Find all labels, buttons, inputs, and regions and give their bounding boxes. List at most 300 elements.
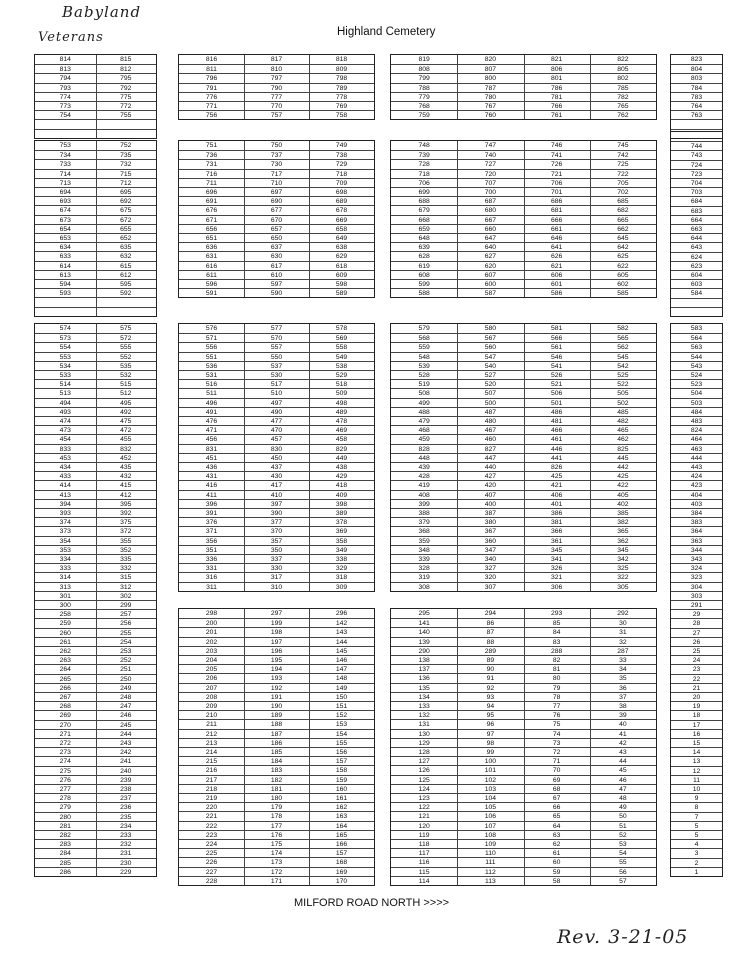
plot-number: 425 [550, 473, 563, 481]
plot-number: 295 [418, 610, 430, 617]
plot-number: 771 [205, 103, 218, 110]
plot-number: 468 [418, 427, 430, 435]
plot-number: 635 [120, 244, 132, 252]
plot-number: 505 [617, 390, 629, 398]
plot-number: 767 [484, 103, 497, 110]
plot-number: 804 [690, 66, 703, 74]
plot-number: 429 [335, 473, 348, 481]
plot-number: 662 [617, 225, 629, 233]
plot-number: 197 [270, 638, 283, 646]
plot-number: 17 [692, 721, 701, 729]
plot-number: 129 [418, 739, 430, 747]
plot-block-m4 [178, 608, 375, 886]
plot-number: 217 [205, 776, 218, 784]
road-label: MILFORD ROAD NORTH >>>> [294, 897, 450, 909]
plot-number: 644 [690, 235, 703, 243]
plot-number: 67 [552, 795, 561, 802]
plot-number: 490 [270, 408, 283, 416]
plot-number: 639 [418, 244, 430, 252]
plot-number: 327 [484, 565, 497, 573]
plot-number: 770 [270, 103, 283, 110]
plot-number: 586 [550, 290, 563, 298]
plot-number: 56 [619, 868, 627, 876]
plot-number: 692 [120, 198, 132, 206]
plot-number: 782 [617, 93, 629, 101]
plot-number: 569 [335, 335, 348, 343]
plot-number: 124 [418, 785, 430, 793]
plot-number: 651 [205, 235, 218, 242]
plot-number: 494 [59, 399, 71, 407]
plot-number: 476 [205, 418, 218, 425]
plot-number: 737 [270, 152, 283, 160]
plot-number: 76 [552, 712, 561, 720]
plot-number: 443 [690, 464, 703, 471]
plot-number: 567 [484, 335, 497, 343]
plot-number: 447 [484, 454, 497, 462]
plot-number: 4 [694, 841, 699, 849]
plot-number: 352 [120, 546, 132, 554]
plot-number: 796 [205, 75, 218, 83]
plot-number: 224 [205, 841, 218, 848]
plot-number: 244 [120, 730, 132, 738]
plot-number: 620 [484, 262, 497, 270]
plot-number: 284 [59, 850, 71, 858]
plot-number: 31 [619, 629, 627, 637]
plot-number: 66 [552, 804, 561, 812]
plot-number: 189 [270, 712, 283, 720]
plot-number: 68 [552, 785, 561, 793]
plot-number: 631 [205, 253, 218, 261]
plot-number: 9 [694, 795, 699, 803]
plot-number: 676 [205, 207, 218, 215]
plot-number: 73 [552, 739, 561, 747]
plot-number: 524 [690, 372, 703, 379]
plot-number: 382 [617, 519, 629, 527]
plot-number: 435 [120, 464, 132, 471]
plot-number: 270 [59, 721, 71, 729]
plot-number: 807 [484, 66, 497, 74]
plot-number: 475 [120, 418, 132, 425]
plot-number: 395 [120, 500, 132, 508]
plot-number: 258 [59, 611, 71, 619]
plot-number: 81 [552, 666, 561, 674]
plot-number: 828 [418, 445, 430, 453]
plot-number: 449 [335, 454, 348, 462]
plot-number: 64 [552, 822, 561, 830]
plot-number: 715 [120, 170, 132, 178]
plot-number: 601 [550, 281, 563, 288]
plot-number: 473 [59, 427, 71, 435]
plot-row [35, 141, 156, 150]
plot-number: 462 [617, 436, 629, 444]
plot-number: 553 [59, 353, 71, 361]
plot-number: 646 [550, 235, 563, 242]
plot-number: 660 [484, 225, 497, 233]
plot-number: 520 [484, 381, 497, 389]
plot-number: 636 [205, 244, 218, 252]
plot-number: 266 [59, 684, 71, 692]
plot-number: 126 [418, 767, 430, 775]
plot-number: 147 [335, 666, 348, 674]
revision-note: Rev. 3-21-05 [557, 926, 689, 948]
plot-number: 665 [617, 216, 629, 224]
plot-number: 399 [418, 500, 430, 508]
plot-number: 312 [120, 583, 132, 591]
plot-number: 198 [270, 629, 283, 637]
plot-number: 366 [550, 528, 563, 536]
plot-number: 205 [205, 666, 218, 674]
plot-number: 328 [418, 565, 430, 573]
plot-number: 116 [418, 859, 430, 867]
plot-number: 311 [206, 583, 217, 591]
plot-number: 349 [335, 546, 348, 554]
plot-number: 276 [59, 776, 71, 784]
plot-number: 332 [120, 565, 132, 573]
plot-row [671, 307, 722, 317]
plot-number: 736 [205, 152, 218, 160]
plot-row [391, 55, 656, 64]
plot-number: 234 [120, 822, 132, 830]
plot-number: 508 [418, 390, 430, 398]
plot-number: 369 [335, 528, 348, 536]
plot-number: 501 [550, 399, 563, 407]
plot-number: 82 [552, 657, 561, 664]
plot-number: 649 [335, 235, 348, 242]
plot-number: 555 [120, 344, 132, 352]
plot-number: 818 [335, 56, 348, 63]
plot-number: 52 [619, 831, 627, 839]
plot-number: 162 [335, 804, 348, 812]
plot-number: 388 [418, 510, 430, 517]
plot-number: 829 [335, 445, 348, 453]
plot-number: 364 [690, 528, 703, 536]
plot-number: 283 [59, 841, 71, 849]
plot-number: 593 [59, 290, 71, 298]
plot-number [671, 308, 722, 317]
plot-number: 659 [418, 225, 430, 233]
plot-number: 79 [552, 684, 561, 692]
plot-number: 225 [205, 850, 218, 858]
plot-number: 550 [270, 353, 283, 361]
plot-number: 527 [484, 372, 497, 379]
plot-number: 319 [418, 574, 430, 582]
plot-number: 239 [120, 776, 132, 784]
plot-number: 128 [418, 749, 430, 756]
plot-number: 102 [484, 776, 497, 784]
plot-number: 413 [59, 491, 71, 499]
plot-number: 394 [59, 500, 71, 508]
plot-number: 39 [619, 712, 627, 720]
plot-number: 235 [120, 813, 132, 821]
plot-number: 402 [617, 500, 629, 508]
plot-number: 789 [335, 84, 348, 92]
plot-number: 761 [550, 112, 563, 120]
plot-number: 134 [418, 693, 430, 701]
plot-number: 329 [335, 565, 348, 573]
plot-number: 100 [484, 758, 497, 766]
plot-number: 573 [59, 335, 71, 343]
plot-number: 591 [205, 290, 218, 298]
plot-number: 136 [418, 675, 430, 683]
plot-number: 62 [552, 841, 561, 848]
plot-row [391, 582, 656, 592]
plot-number: 788 [418, 84, 430, 92]
plot-number: 99 [486, 749, 495, 756]
plot-number: 471 [205, 427, 218, 435]
plot-row [35, 867, 156, 877]
plot-number: 448 [418, 454, 430, 462]
plot-number: 792 [120, 84, 132, 92]
plot-number: 710 [270, 179, 283, 187]
plot-number: 630 [270, 253, 283, 261]
plot-block-c2 [670, 131, 723, 317]
plot-number: 675 [120, 207, 132, 215]
plot-number: 7 [694, 813, 699, 821]
plot-number: 739 [418, 152, 430, 160]
plot-number: 798 [335, 75, 348, 83]
plot-number: 178 [270, 813, 283, 821]
plot-number [35, 130, 96, 139]
plot-number: 516 [205, 381, 218, 389]
plot-number: 588 [418, 290, 430, 298]
plot-number: 218 [205, 785, 218, 793]
plot-number: 255 [120, 629, 132, 637]
plot-number: 166 [335, 841, 348, 848]
plot-number: 745 [617, 142, 629, 149]
plot-number: 120 [418, 822, 430, 830]
plot-number: 296 [335, 610, 348, 617]
plot-number: 343 [690, 556, 703, 563]
plot-number: 483 [690, 418, 703, 425]
plot-number: 439 [418, 464, 430, 471]
plot-number: 80 [552, 675, 561, 683]
plot-number: 169 [335, 868, 348, 876]
plot-number: 735 [120, 152, 132, 160]
plot-number: 151 [335, 703, 348, 710]
plot-number: 137 [418, 666, 430, 674]
plot-number: 361 [550, 537, 563, 545]
plot-number: 734 [59, 152, 71, 160]
plot-number: 386 [550, 510, 563, 517]
plot-number: 702 [617, 189, 629, 196]
plot-number: 557 [270, 344, 283, 352]
plot-number: 267 [59, 694, 71, 701]
plot-number: 627 [484, 253, 497, 261]
plot-number: 359 [418, 537, 430, 545]
plot-number: 50 [619, 813, 627, 821]
plot-number: 704 [690, 180, 703, 187]
plot-number: 105 [484, 804, 497, 812]
plot-number: 287 [617, 647, 629, 655]
plot-number: 592 [120, 290, 132, 298]
plot-number: 562 [617, 344, 629, 352]
plot-number: 373 [59, 528, 71, 536]
plot-number: 89 [486, 657, 495, 664]
plot-number: 442 [617, 464, 629, 471]
plot-number: 757 [270, 112, 283, 120]
plot-number: 554 [59, 344, 71, 352]
plot-number: 731 [205, 161, 218, 169]
plot-number: 273 [59, 749, 71, 757]
plot-number: 3 [694, 850, 699, 858]
plot-number: 317 [270, 574, 283, 582]
plot-number: 63 [552, 831, 561, 839]
plot-number: 469 [335, 427, 348, 435]
plot-number: 706 [418, 179, 430, 187]
plot-number: 750 [270, 142, 283, 149]
plot-number: 396 [205, 500, 218, 508]
plot-number: 615 [120, 262, 132, 270]
plot-number: 733 [59, 161, 71, 169]
plot-number: 378 [335, 519, 348, 527]
plot-number: 653 [59, 235, 71, 242]
plot-number: 118 [418, 841, 430, 848]
plot-number: 563 [690, 344, 703, 352]
plot-number: 419 [418, 482, 430, 490]
plot-number: 381 [550, 519, 563, 527]
plot-number: 705 [617, 179, 629, 187]
plot-number: 347 [484, 546, 497, 554]
plot-number: 611 [206, 271, 217, 279]
plot-number: 648 [418, 235, 430, 242]
plot-number: 479 [418, 418, 430, 425]
plot-number: 27 [692, 629, 701, 637]
plot-number: 278 [59, 795, 71, 803]
plot-number: 139 [418, 638, 430, 646]
plot-number: 714 [59, 170, 71, 178]
plot-number: 206 [205, 675, 218, 683]
plot-number: 168 [335, 859, 348, 867]
plot-number: 680 [484, 207, 497, 215]
plot-number: 722 [617, 170, 629, 178]
plot-number: 256 [120, 620, 132, 628]
plot-number: 194 [270, 666, 283, 674]
plot-number: 624 [690, 253, 703, 261]
plot-number: 269 [59, 712, 71, 720]
plot-number: 324 [690, 565, 703, 573]
plot-number: 412 [120, 491, 132, 499]
plot-number: 123 [418, 795, 430, 802]
plot-number: 90 [486, 666, 495, 674]
plot-number: 10 [692, 786, 701, 793]
plot-number: 538 [335, 362, 348, 370]
plot-number: 632 [120, 253, 132, 261]
plot-number: 427 [484, 473, 497, 481]
plot-number: 23 [692, 666, 701, 674]
plot-number: 793 [59, 84, 71, 92]
plot-number: 334 [59, 556, 71, 563]
plot-number: 806 [550, 66, 563, 74]
plot-number: 77 [552, 703, 561, 710]
plot-number: 252 [120, 657, 132, 665]
plot-number: 683 [690, 207, 703, 215]
plot-row [391, 110, 656, 120]
plot-number: 294 [484, 610, 497, 617]
plot-number: 652 [120, 235, 132, 242]
plot-number: 451 [205, 454, 218, 462]
plot-number: 754 [59, 112, 71, 120]
plot-number: 507 [484, 390, 497, 398]
plot-row [35, 129, 156, 139]
plot-number: 822 [617, 56, 629, 63]
plot-number: 375 [120, 519, 132, 527]
plot-number: 285 [59, 859, 71, 867]
plot-number: 348 [418, 546, 430, 554]
plot-number: 321 [550, 574, 563, 582]
plot-number: 690 [270, 198, 283, 206]
plot-number: 530 [270, 372, 283, 379]
plot-number: 539 [418, 362, 430, 370]
plot-number: 156 [335, 749, 348, 756]
plot-number: 187 [270, 730, 283, 738]
plot-number: 33 [619, 657, 627, 664]
plot-number: 158 [335, 767, 348, 775]
plot-number: 528 [418, 372, 430, 379]
plot-number: 470 [270, 427, 283, 435]
plot-number: 511 [206, 390, 217, 398]
plot-number: 823 [690, 56, 703, 63]
plot-number: 773 [59, 103, 71, 110]
plot-number: 65 [552, 813, 561, 821]
plot-number: 208 [205, 693, 218, 701]
plot-number: 619 [418, 262, 430, 270]
plot-number: 765 [617, 103, 629, 110]
plot-block-l3 [34, 323, 157, 877]
plot-number: 545 [617, 353, 629, 361]
plot-number: 815 [120, 56, 132, 63]
plot-number: 572 [120, 335, 132, 343]
plot-number: 400 [484, 500, 497, 508]
plot-number: 424 [690, 473, 703, 481]
plot-number: 698 [335, 189, 348, 196]
plot-number: 434 [59, 464, 71, 471]
plot-number: 282 [59, 832, 71, 839]
plot-number: 453 [59, 454, 71, 462]
plot-number: 117 [418, 850, 430, 858]
plot-number: 233 [120, 832, 132, 839]
plot-number: 628 [418, 253, 430, 261]
plot-number: 766 [550, 103, 563, 110]
plot-number: 672 [120, 216, 132, 224]
plot-number: 525 [617, 372, 629, 379]
plot-number: 286 [59, 868, 71, 876]
plot-number: 811 [206, 66, 217, 74]
plot-number: 385 [617, 510, 629, 517]
plot-number: 281 [59, 822, 71, 830]
plot-number: 216 [205, 767, 218, 775]
plot-number: 647 [484, 235, 497, 242]
plot-number: 379 [418, 519, 430, 527]
plot-number: 457 [270, 436, 283, 444]
plot-number: 724 [690, 161, 703, 169]
plot-number: 609 [335, 271, 348, 279]
plot-number: 579 [418, 325, 430, 332]
plot-number: 721 [550, 170, 563, 178]
plot-number: 275 [59, 767, 71, 775]
plot-number: 445 [617, 454, 629, 462]
plot-row [391, 141, 656, 150]
plot-number: 464 [690, 436, 703, 444]
plot-number: 11 [692, 776, 701, 784]
plot-number: 551 [205, 353, 218, 361]
plot-block-m1 [178, 54, 375, 120]
plot-number: 614 [59, 262, 71, 270]
plot-number: 377 [270, 519, 283, 527]
plot-number: 355 [120, 537, 132, 545]
plot-number: 713 [59, 179, 71, 187]
plot-number: 146 [335, 657, 348, 664]
plot-number: 204 [205, 657, 218, 664]
